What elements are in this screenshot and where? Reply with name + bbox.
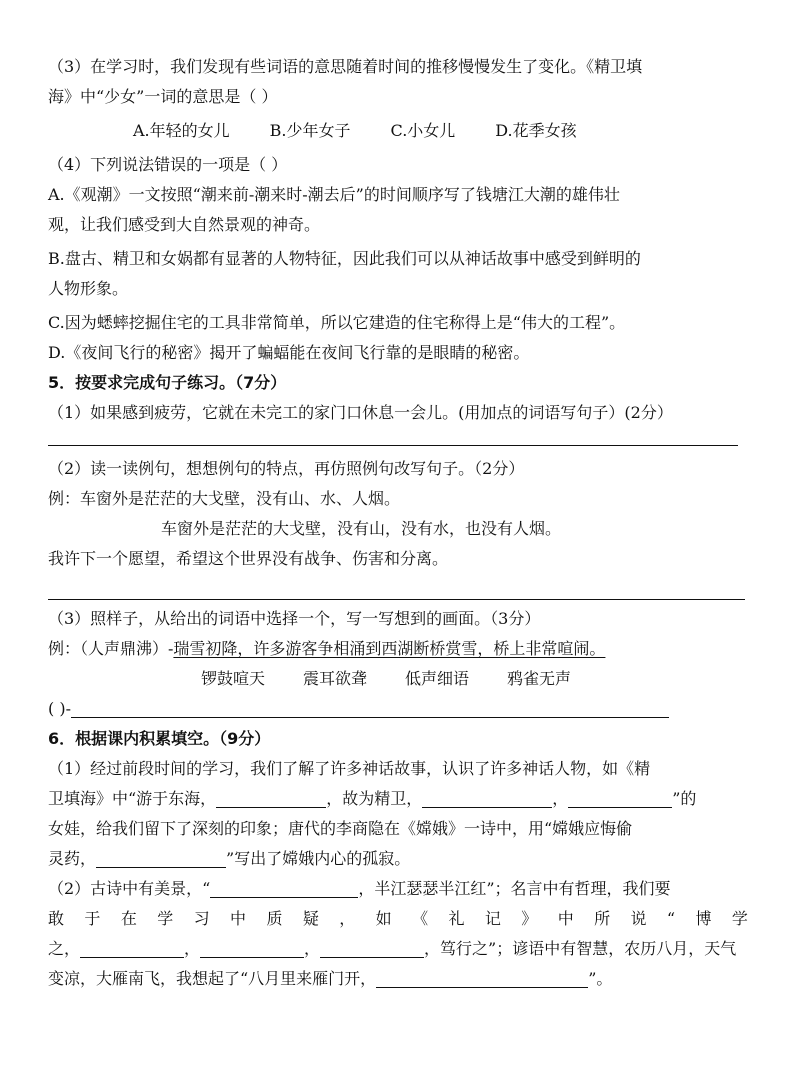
q3-option-a[interactable]: A.年轻的女儿 <box>133 121 230 140</box>
s6-q1-line-4 <box>48 844 748 874</box>
blank-3[interactable] <box>568 787 672 808</box>
s6-q2-char: “ <box>666 909 676 928</box>
q3-line-2: 海》中“少女”一词的意思是（ ） <box>48 87 278 106</box>
s6-q1-text-b: ，故为精卫， <box>326 789 423 808</box>
q4-stem: （4）下列说法错误的一项是（ ） <box>48 155 288 174</box>
q3-option-c[interactable]: C.小女儿 <box>390 121 456 140</box>
s5-prompt-2: （2）读一读例句，想想例句的特点，再仿照例句改写句子。（2分） <box>48 459 525 478</box>
s5-example-3-prefix: 例：（人声鼎沸）- <box>48 639 174 658</box>
blank-2[interactable] <box>422 787 552 808</box>
s6-q1-line-3: 女娃，给我们留下了深刻的印象；唐代的李商隐在《嫦娥》一诗中，用“嫦娥应悔偷 <box>48 819 633 838</box>
q3-options <box>48 116 748 146</box>
s6-q1-text-a: 卫填海》中“游于东海， <box>48 789 217 808</box>
s6-q2-char: 于 <box>84 909 101 928</box>
s6-q2-text-c: 之， <box>48 939 81 958</box>
s6-q2-char: 所 <box>594 909 611 928</box>
s5-example-2: 车窗外是茫茫的大戈壁，没有山，没有水，也没有人烟。 <box>161 519 562 538</box>
s6-q2-line-2 <box>48 904 748 934</box>
q4-option-d: D.《夜间飞行的秘密》揭开了蝙蝠能在夜间飞行靠的是眼睛的秘密。 <box>48 343 530 362</box>
q3-option-b[interactable]: B.少年女子 <box>269 121 351 140</box>
q4-option-a-line-2: 观，让我们感受到大自然景观的神奇。 <box>48 215 321 234</box>
s6-q2-char: 学 <box>157 909 174 928</box>
s6-q2-char: 礼 <box>448 909 465 928</box>
word-choice-4[interactable]: 鸦雀无声 <box>507 669 572 688</box>
s6-q2-text-h: ”。 <box>588 969 613 988</box>
s6-q2-char: 质 <box>266 909 283 928</box>
s5-answer-line-1[interactable] <box>48 428 748 450</box>
s6-q2-char: 习 <box>193 909 210 928</box>
q4-option-c: C.因为蟋蟀挖掘住宅的工具非常简单，所以它建造的住宅称得上是“伟大的工程”。 <box>48 313 626 332</box>
s6-q2-char: 博 <box>695 909 712 928</box>
worksheet-page <box>48 52 748 994</box>
s6-q1-line-1: （1）经过前段时间的学习，我们了解了许多神话故事，认识了许多神话人物，如《精 <box>48 759 651 778</box>
blank-5[interactable] <box>210 877 358 898</box>
s6-q2-text-d: ， <box>184 939 201 958</box>
s5-example-3-body: 瑞雪初降，许多游客争相涌到西湖断桥赏雪，桥上非常喧闹。 <box>173 639 606 658</box>
s6-q2-char: 如 <box>375 909 392 928</box>
s6-q2-line-4 <box>48 964 748 994</box>
section-5-heading: 5．按要求完成句子练习。（7分） <box>48 373 287 392</box>
s6-q2-char: 《 <box>412 909 429 928</box>
blank-8[interactable] <box>320 937 424 958</box>
s6-q1-text-e: 灵药， <box>48 849 97 868</box>
s6-q2-char: 疑 <box>302 909 319 928</box>
s6-q2-text-g: 变凉，大雁南飞，我想起了“八月里来雁门开， <box>48 969 377 988</box>
s5-prompt-1: （1）如果感到疲劳，它就在未完工的家门口休息一会儿。(用加点的词语写句子）(2分） <box>48 403 673 422</box>
blank-6[interactable] <box>80 937 184 958</box>
q3-line-1: （3）在学习时，我们发现有些词语的意思随着时间的推移慢慢发生了变化。《精卫填 <box>48 57 643 76</box>
blank-1[interactable] <box>216 787 326 808</box>
s5-word-choices <box>48 664 748 694</box>
blank-4[interactable] <box>96 847 226 868</box>
s6-q2-text-e: ， <box>304 939 321 958</box>
s6-q2-char: 记 <box>484 909 501 928</box>
s5-task-sentence: 我许下一个愿望，希望这个世界没有战争、伤害和分离。 <box>48 549 449 568</box>
s6-q2-line-1 <box>48 874 748 904</box>
s6-q1-text-c: ， <box>552 789 569 808</box>
s6-q2-text-f: ，笃行之”；谚语中有智慧，农历八月，天气 <box>424 939 737 958</box>
word-choice-3[interactable]: 低声细语 <box>405 669 470 688</box>
word-choice-2[interactable]: 震耳欲聋 <box>303 669 368 688</box>
blank-9[interactable] <box>376 967 588 988</box>
s6-q2-char: 敢 <box>48 909 65 928</box>
s5-example-1: 例：车窗外是茫茫的大戈壁，没有山、水、人烟。 <box>48 489 401 508</box>
blank-7[interactable] <box>200 937 304 958</box>
q4-option-a-line-1: A.《观潮》一文按照“潮来前-潮来时-潮去后”的时间顺序写了钱塘江大潮的雄伟壮 <box>48 185 620 204</box>
s5-answer-line-2[interactable] <box>48 574 748 604</box>
s6-q2-char: 在 <box>120 909 137 928</box>
q3-option-d[interactable]: D.花季女孩 <box>495 121 577 140</box>
s6-q2-char: 说 <box>630 909 647 928</box>
section-6-heading: 6．根据课内积累填空。（9分） <box>48 729 271 748</box>
s5-prompt-3: （3）照样子，从给出的词语中选择一个，写一写想到的画面。（3分） <box>48 609 541 628</box>
s5-answer-line-3 <box>48 694 748 724</box>
s6-q1-text-d: ”的 <box>672 789 697 808</box>
s5-example-3 <box>48 634 748 664</box>
word-choice-1[interactable]: 锣鼓喧天 <box>201 669 266 688</box>
s5-answer-blank[interactable] <box>71 697 669 718</box>
s6-q1-text-f: ”写出了嫦娥内心的孤寂。 <box>226 849 411 868</box>
s6-q1-line-2 <box>48 784 748 814</box>
s6-q2-line-3 <box>48 934 748 964</box>
s6-q2-char: 学 <box>731 909 748 928</box>
q4-option-b-line-2: 人物形象。 <box>48 279 129 298</box>
s5-answer-prefix: ( )- <box>48 699 71 718</box>
s6-q2-char: 》 <box>521 909 538 928</box>
s6-q2-text-b: ，半江瑟瑟半江红”；名言中有哲理，我们要 <box>358 879 671 898</box>
s6-q2-char: 中 <box>557 909 574 928</box>
s6-q2-char: 中 <box>230 909 247 928</box>
s6-q2-text-a: （2）古诗中有美景，“ <box>48 879 211 898</box>
s6-q2-char: ， <box>339 909 356 928</box>
q4-option-b-line-1: B.盘古、精卫和女娲都有显著的人物特征，因此我们可以从神话故事中感受到鲜明的 <box>48 249 641 268</box>
